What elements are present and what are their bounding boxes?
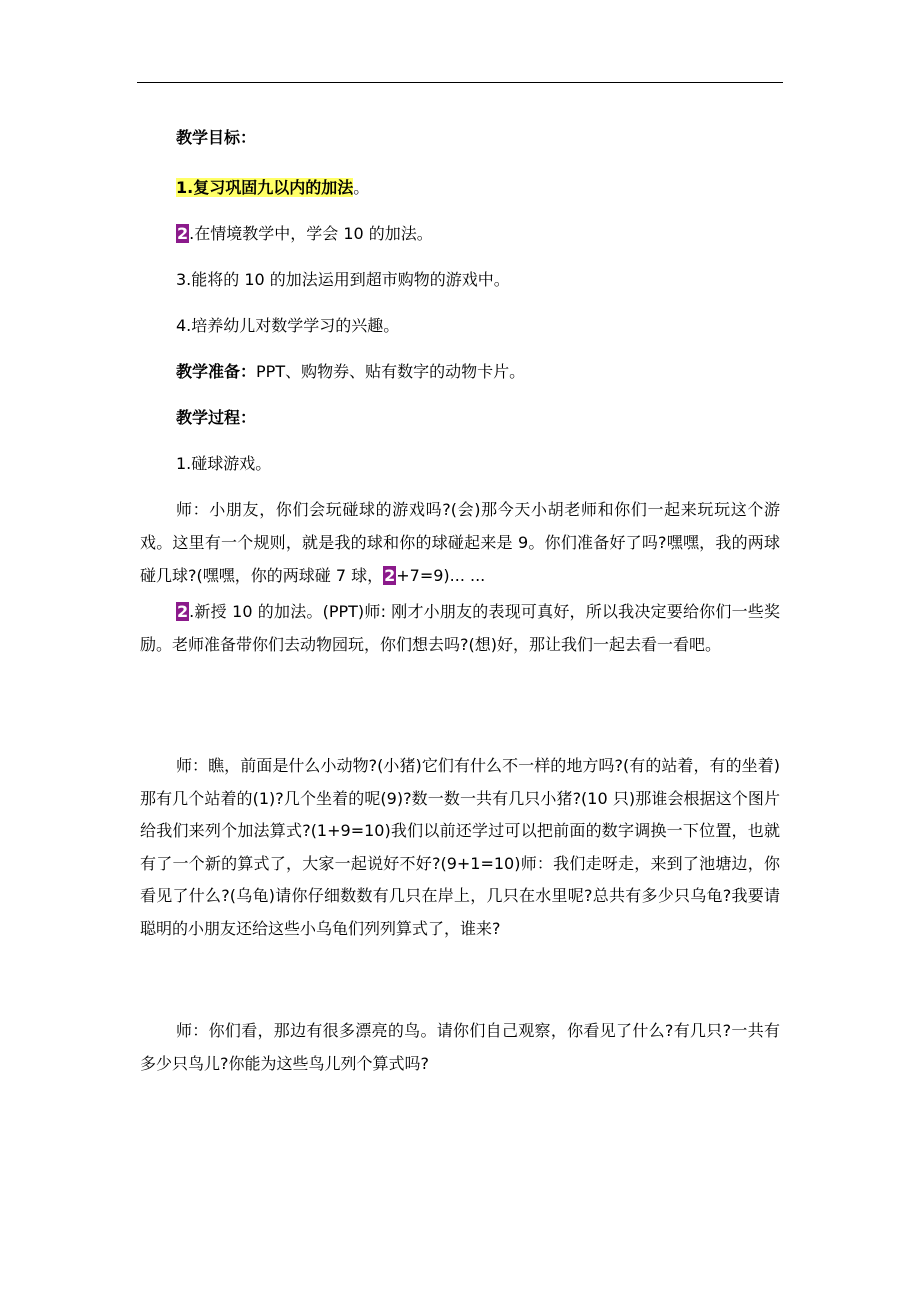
paragraph-2 [140,595,780,661]
goal-item-2-text: .在情境教学中，学会 10 的加法。 [189,224,433,243]
goal-item-1 [176,178,369,198]
prep-text: PPT、购物券、贴有数字的动物卡片。 [256,362,526,381]
highlight-marker: 2 [177,224,189,243]
paragraph-2-text: .新授 10 的加法。(PPT)师: 刚才小朋友的表现可真好，所以我决定要给你们一些奖励。老师准备带你们去动物园玩，你们想去吗?(想)好，那让我们一起去看一看吧。 [140,602,780,654]
goal-item-1-suffix: 。 [353,178,370,197]
paragraph-3: 师：瞧，前面是什么小动物?(小猪)它们有什么不一样的地方吗?(有的站着，有的坐着)那有几个站着的(1)?几个坐着的呢(9)?数一数一共有几只小猪?(10 只)那谁会根据这个图片给我们来列个加法算式?(1+9=10)我们以前还学过可以把前面的数字调换一下位置，也就有了一个新的算式了，大家一起说好不好?(9+1=10)师：我们走呀走，来到了池塘边，你看见了什么?(乌龟)请你仔细数数有几只在岸上，几只在水里呢?总共有多少只乌龟?我要请聪明的小朋友还给这些小乌龟们列列算式了，谁来? [140,756,780,938]
goal-item-3: 3.能将的 10 的加法运用到超市购物的游戏中。 [176,270,510,289]
step1-title: 1.碰球游戏。 [176,454,272,473]
prep-line [176,362,525,382]
prep-heading: 教学准备： [176,362,257,381]
header-rule [137,82,783,83]
goals-heading: 教学目标： [176,128,257,147]
highlight-marker: 2 [384,566,396,585]
goal-item-4: 4.培养幼儿对数学学习的兴趣。 [176,316,400,335]
process-heading: 教学过程： [176,408,257,427]
paragraph-1-tail: +7=9)... ... [396,566,486,585]
goal-item-2 [176,224,433,244]
paragraph-1 [140,493,780,592]
goal-item-1-text: 1.复习巩固九以内的加法 [176,178,354,197]
highlight-marker: 2 [177,602,189,621]
paragraph-4: 师：你们看，那边有很多漂亮的鸟。请你们自己观察，你看见了什么?有几只?一共有多少只鸟儿?你能为这些鸟儿列个算式吗? [140,1021,780,1073]
paragraph-1-text: 师：小朋友，你们会玩碰球的游戏吗?(会)那今天小胡老师和你们一起来玩玩这个游戏。这里有一个规则，就是我的球和你的球碰起来是 9。你们准备好了吗?嘿嘿，我的两球碰几球?(嘿嘿，你的两球碰 7 球， [140,500,780,585]
